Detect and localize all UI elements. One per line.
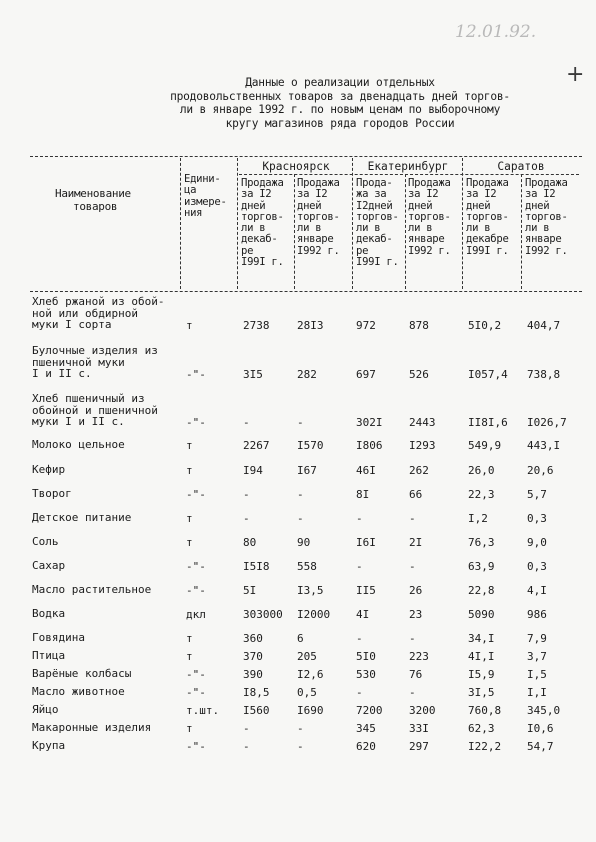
value-cell: 697 bbox=[356, 368, 376, 381]
product-name bbox=[32, 296, 182, 331]
value-cell: 549,9 bbox=[468, 439, 502, 452]
value-cell: 6 bbox=[297, 632, 304, 645]
value-cell: - bbox=[356, 512, 363, 525]
divider bbox=[521, 174, 522, 289]
value-cell: 390 bbox=[243, 668, 263, 681]
value-cell: 282 bbox=[297, 368, 317, 381]
header-ek-jan: Продажа за I2 дней торгов- ли в январе I992 г. bbox=[408, 177, 451, 257]
value-cell: 54,7 bbox=[527, 740, 554, 753]
product-name-line: Водка bbox=[32, 607, 66, 620]
value-cell: - bbox=[356, 632, 363, 645]
value-cell: 262 bbox=[409, 464, 429, 477]
value-cell: - bbox=[243, 512, 250, 525]
product-name-line: Кефир bbox=[32, 463, 66, 476]
title-line: кругу магазинов ряда городов России bbox=[225, 116, 455, 130]
product-name bbox=[32, 668, 182, 680]
value-cell: 2738 bbox=[243, 319, 270, 332]
value-cell: 302I bbox=[356, 416, 383, 429]
product-name-line: Масло животное bbox=[32, 685, 125, 698]
value-cell: 34,I bbox=[468, 632, 495, 645]
value-cell: I22,2 bbox=[468, 740, 502, 753]
table-top-rule bbox=[30, 156, 582, 157]
value-cell: 3,7 bbox=[527, 650, 547, 663]
value-cell: - bbox=[297, 416, 304, 429]
value-cell: 223 bbox=[409, 650, 429, 663]
value-cell: - bbox=[243, 722, 250, 735]
product-name bbox=[32, 488, 182, 500]
value-cell: I,5 bbox=[527, 668, 547, 681]
value-cell: - bbox=[356, 560, 363, 573]
value-cell: 205 bbox=[297, 650, 317, 663]
value-cell: II8I,6 bbox=[468, 416, 508, 429]
product-name-line: обойной и пшеничной bbox=[32, 403, 158, 417]
value-cell: 3I,5 bbox=[468, 686, 495, 699]
header-bottom-rule bbox=[30, 291, 582, 292]
value-cell: - bbox=[297, 512, 304, 525]
unit-cell: -"- bbox=[186, 560, 206, 573]
product-name bbox=[32, 584, 182, 596]
header-name: Наименование товаров bbox=[55, 187, 131, 213]
value-cell: - bbox=[409, 632, 416, 645]
unit-cell: т bbox=[186, 512, 193, 525]
value-cell: 4I,I bbox=[468, 650, 495, 663]
value-cell: 530 bbox=[356, 668, 376, 681]
value-cell: 972 bbox=[356, 319, 376, 332]
value-cell: I5,9 bbox=[468, 668, 495, 681]
value-cell: 63,9 bbox=[468, 560, 495, 573]
value-cell: 345 bbox=[356, 722, 376, 735]
value-cell: 7,9 bbox=[527, 632, 547, 645]
value-cell: 46I bbox=[356, 464, 376, 477]
unit-cell: -"- bbox=[186, 368, 206, 381]
value-cell: I570 bbox=[297, 439, 324, 452]
value-cell: 22,8 bbox=[468, 584, 495, 597]
unit-cell: -"- bbox=[186, 740, 206, 753]
product-name-line: Хлеб ржаной из обой- bbox=[32, 295, 165, 308]
divider bbox=[462, 158, 463, 289]
city-ekaterinburg: Екатеринбург bbox=[367, 160, 449, 173]
value-cell: 20,6 bbox=[527, 464, 554, 477]
product-name-line: муки I сорта bbox=[32, 318, 112, 331]
product-name-line: Говядина bbox=[32, 631, 85, 644]
unit-cell: т bbox=[186, 464, 193, 477]
title-line: продовольственных товаров за двенадцать дней торгов- bbox=[170, 89, 510, 103]
value-cell: 0,3 bbox=[527, 560, 547, 573]
product-name bbox=[32, 393, 182, 428]
value-cell: 0,3 bbox=[527, 512, 547, 525]
value-cell: 620 bbox=[356, 740, 376, 753]
product-name-line: ной или обдирной bbox=[32, 306, 138, 320]
value-cell: 62,3 bbox=[468, 722, 495, 735]
value-cell: 5,7 bbox=[527, 488, 547, 501]
unit-cell: -"- bbox=[186, 686, 206, 699]
product-name-line: Творог bbox=[32, 487, 72, 500]
title-line: Данные о реализации отдельных bbox=[245, 76, 435, 89]
document-title bbox=[130, 76, 550, 130]
value-cell: - bbox=[297, 722, 304, 735]
value-cell: 297 bbox=[409, 740, 429, 753]
value-cell: - bbox=[243, 740, 250, 753]
unit-cell: -"- bbox=[186, 488, 206, 501]
value-cell: - bbox=[409, 512, 416, 525]
value-cell: I5I8 bbox=[243, 560, 270, 573]
value-cell: I67 bbox=[297, 464, 317, 477]
product-name-line: муки I и II с. bbox=[32, 415, 125, 428]
value-cell: 345,0 bbox=[527, 704, 561, 717]
value-cell: 4I bbox=[356, 608, 370, 621]
header-ek-dec: Прода- жа за I2дней торгов- ли в декаб- ре I99I г. bbox=[356, 177, 399, 269]
product-name-line: Хлеб пшеничный из bbox=[32, 392, 145, 405]
product-name bbox=[32, 740, 182, 752]
value-cell: 3200 bbox=[409, 704, 436, 717]
unit-cell: т bbox=[186, 319, 193, 332]
value-cell: - bbox=[409, 686, 416, 699]
value-cell: 76 bbox=[409, 668, 423, 681]
value-cell: 404,7 bbox=[527, 319, 561, 332]
product-name-line: Детское питание bbox=[32, 511, 132, 524]
value-cell: 986 bbox=[527, 608, 547, 621]
value-cell: I057,4 bbox=[468, 368, 508, 381]
value-cell: I0,6 bbox=[527, 722, 554, 735]
value-cell: - bbox=[297, 488, 304, 501]
product-name bbox=[32, 608, 182, 620]
unit-cell: т bbox=[186, 439, 193, 452]
divider bbox=[180, 158, 181, 289]
value-cell: 80 bbox=[243, 536, 257, 549]
value-cell: I,I bbox=[527, 686, 547, 699]
value-cell: I8,5 bbox=[243, 686, 270, 699]
value-cell: 8I bbox=[356, 488, 370, 501]
value-cell: 303000 bbox=[243, 608, 283, 621]
unit-cell: -"- bbox=[186, 416, 206, 429]
value-cell: 5090 bbox=[468, 608, 495, 621]
value-cell: - bbox=[243, 416, 250, 429]
value-cell: 26 bbox=[409, 584, 423, 597]
product-name bbox=[32, 560, 182, 572]
value-cell: 738,8 bbox=[527, 368, 561, 381]
unit-cell: -"- bbox=[186, 584, 206, 597]
value-cell: 7200 bbox=[356, 704, 383, 717]
product-name-line: Сахар bbox=[32, 559, 66, 572]
product-name-line: Соль bbox=[32, 535, 59, 548]
value-cell: 23 bbox=[409, 608, 423, 621]
divider bbox=[237, 158, 238, 289]
title-line: ли в январе 1992 г. по новым ценам по выборочному bbox=[179, 103, 501, 116]
product-name-line: Крупа bbox=[32, 739, 66, 752]
unit-cell: т bbox=[186, 650, 193, 663]
product-name bbox=[32, 512, 182, 524]
value-cell: I3,5 bbox=[297, 584, 324, 597]
value-cell: 3I5 bbox=[243, 368, 263, 381]
value-cell: 66 bbox=[409, 488, 423, 501]
product-name-line: I и II с. bbox=[32, 367, 92, 380]
header-unit: Едини- ца измере- ния bbox=[184, 173, 227, 219]
product-name-line: Булочные изделия из bbox=[32, 344, 158, 357]
value-cell: - bbox=[297, 740, 304, 753]
product-name bbox=[32, 345, 182, 380]
product-name-line: Макаронные изделия bbox=[32, 721, 152, 734]
value-cell: 878 bbox=[409, 319, 429, 332]
value-cell: 2267 bbox=[243, 439, 270, 452]
unit-cell: -"- bbox=[186, 668, 206, 681]
value-cell: 558 bbox=[297, 560, 317, 573]
value-cell: 760,8 bbox=[468, 704, 502, 717]
value-cell: 76,3 bbox=[468, 536, 495, 549]
pen-mark: + bbox=[566, 62, 585, 87]
divider bbox=[405, 174, 406, 289]
value-cell: 33I bbox=[409, 722, 429, 735]
value-cell: I94 bbox=[243, 464, 263, 477]
value-cell: I6I bbox=[356, 536, 376, 549]
city-saratov: Саратов bbox=[497, 160, 545, 173]
product-name bbox=[32, 439, 182, 451]
product-name bbox=[32, 464, 182, 476]
value-cell: 360 bbox=[243, 632, 263, 645]
product-name bbox=[32, 536, 182, 548]
value-cell: 2443 bbox=[409, 416, 436, 429]
header-kr-jan: Продажа за I2 дней торгов- ли в январе I992 г. bbox=[297, 177, 340, 257]
unit-cell: т bbox=[186, 722, 193, 735]
value-cell: - bbox=[243, 488, 250, 501]
value-cell: 0,5 bbox=[297, 686, 317, 699]
header-kr-dec: Продажа за I2 дней торгов- ли в декаб- ре I99I г. bbox=[241, 177, 284, 269]
value-cell: 22,3 bbox=[468, 488, 495, 501]
city-underline bbox=[239, 174, 579, 175]
value-cell: I293 bbox=[409, 439, 436, 452]
value-cell: 5I0 bbox=[356, 650, 376, 663]
value-cell: 9,0 bbox=[527, 536, 547, 549]
city-krasnoyarsk: Красноярск bbox=[262, 160, 330, 173]
value-cell: - bbox=[409, 560, 416, 573]
value-cell: 443,I bbox=[527, 439, 561, 452]
product-name bbox=[32, 686, 182, 698]
value-cell: 526 bbox=[409, 368, 429, 381]
value-cell: 28I3 bbox=[297, 319, 324, 332]
value-cell: I,2 bbox=[468, 512, 488, 525]
value-cell: 5I0,2 bbox=[468, 319, 502, 332]
value-cell: - bbox=[356, 686, 363, 699]
header-sa-dec: Продажа за I2 дней торгов- ли в декабре I99I г. bbox=[466, 177, 509, 257]
product-name bbox=[32, 704, 182, 716]
value-cell: I026,7 bbox=[527, 416, 567, 429]
product-name-line: Яйцо bbox=[32, 703, 59, 716]
value-cell: 2I bbox=[409, 536, 423, 549]
product-name-line: Масло растительное bbox=[32, 583, 152, 596]
value-cell: I2000 bbox=[297, 608, 331, 621]
value-cell: I2,6 bbox=[297, 668, 324, 681]
unit-cell: дкл bbox=[186, 608, 206, 621]
unit-cell: т.шт. bbox=[186, 704, 220, 717]
product-name-line: пшеничной муки bbox=[32, 355, 125, 369]
value-cell: I560 bbox=[243, 704, 270, 717]
product-name bbox=[32, 650, 182, 662]
value-cell: 370 bbox=[243, 650, 263, 663]
header-sa-jan: Продажа за I2 дней торгов- ли в январе I992 г. bbox=[525, 177, 568, 257]
value-cell: I806 bbox=[356, 439, 383, 452]
value-cell: I690 bbox=[297, 704, 324, 717]
product-name-line: Варёные колбасы bbox=[32, 667, 132, 680]
unit-cell: т bbox=[186, 536, 193, 549]
product-name bbox=[32, 722, 182, 734]
value-cell: 5I bbox=[243, 584, 257, 597]
unit-cell: т bbox=[186, 632, 193, 645]
value-cell: II5 bbox=[356, 584, 376, 597]
product-name bbox=[32, 632, 182, 644]
product-name-line: Птица bbox=[32, 649, 66, 662]
handwritten-date: 12.01.92. bbox=[455, 22, 537, 42]
value-cell: 90 bbox=[297, 536, 311, 549]
divider bbox=[294, 174, 295, 289]
value-cell: 4,I bbox=[527, 584, 547, 597]
value-cell: 26,0 bbox=[468, 464, 495, 477]
product-name-line: Молоко цельное bbox=[32, 438, 125, 451]
divider bbox=[352, 158, 353, 289]
